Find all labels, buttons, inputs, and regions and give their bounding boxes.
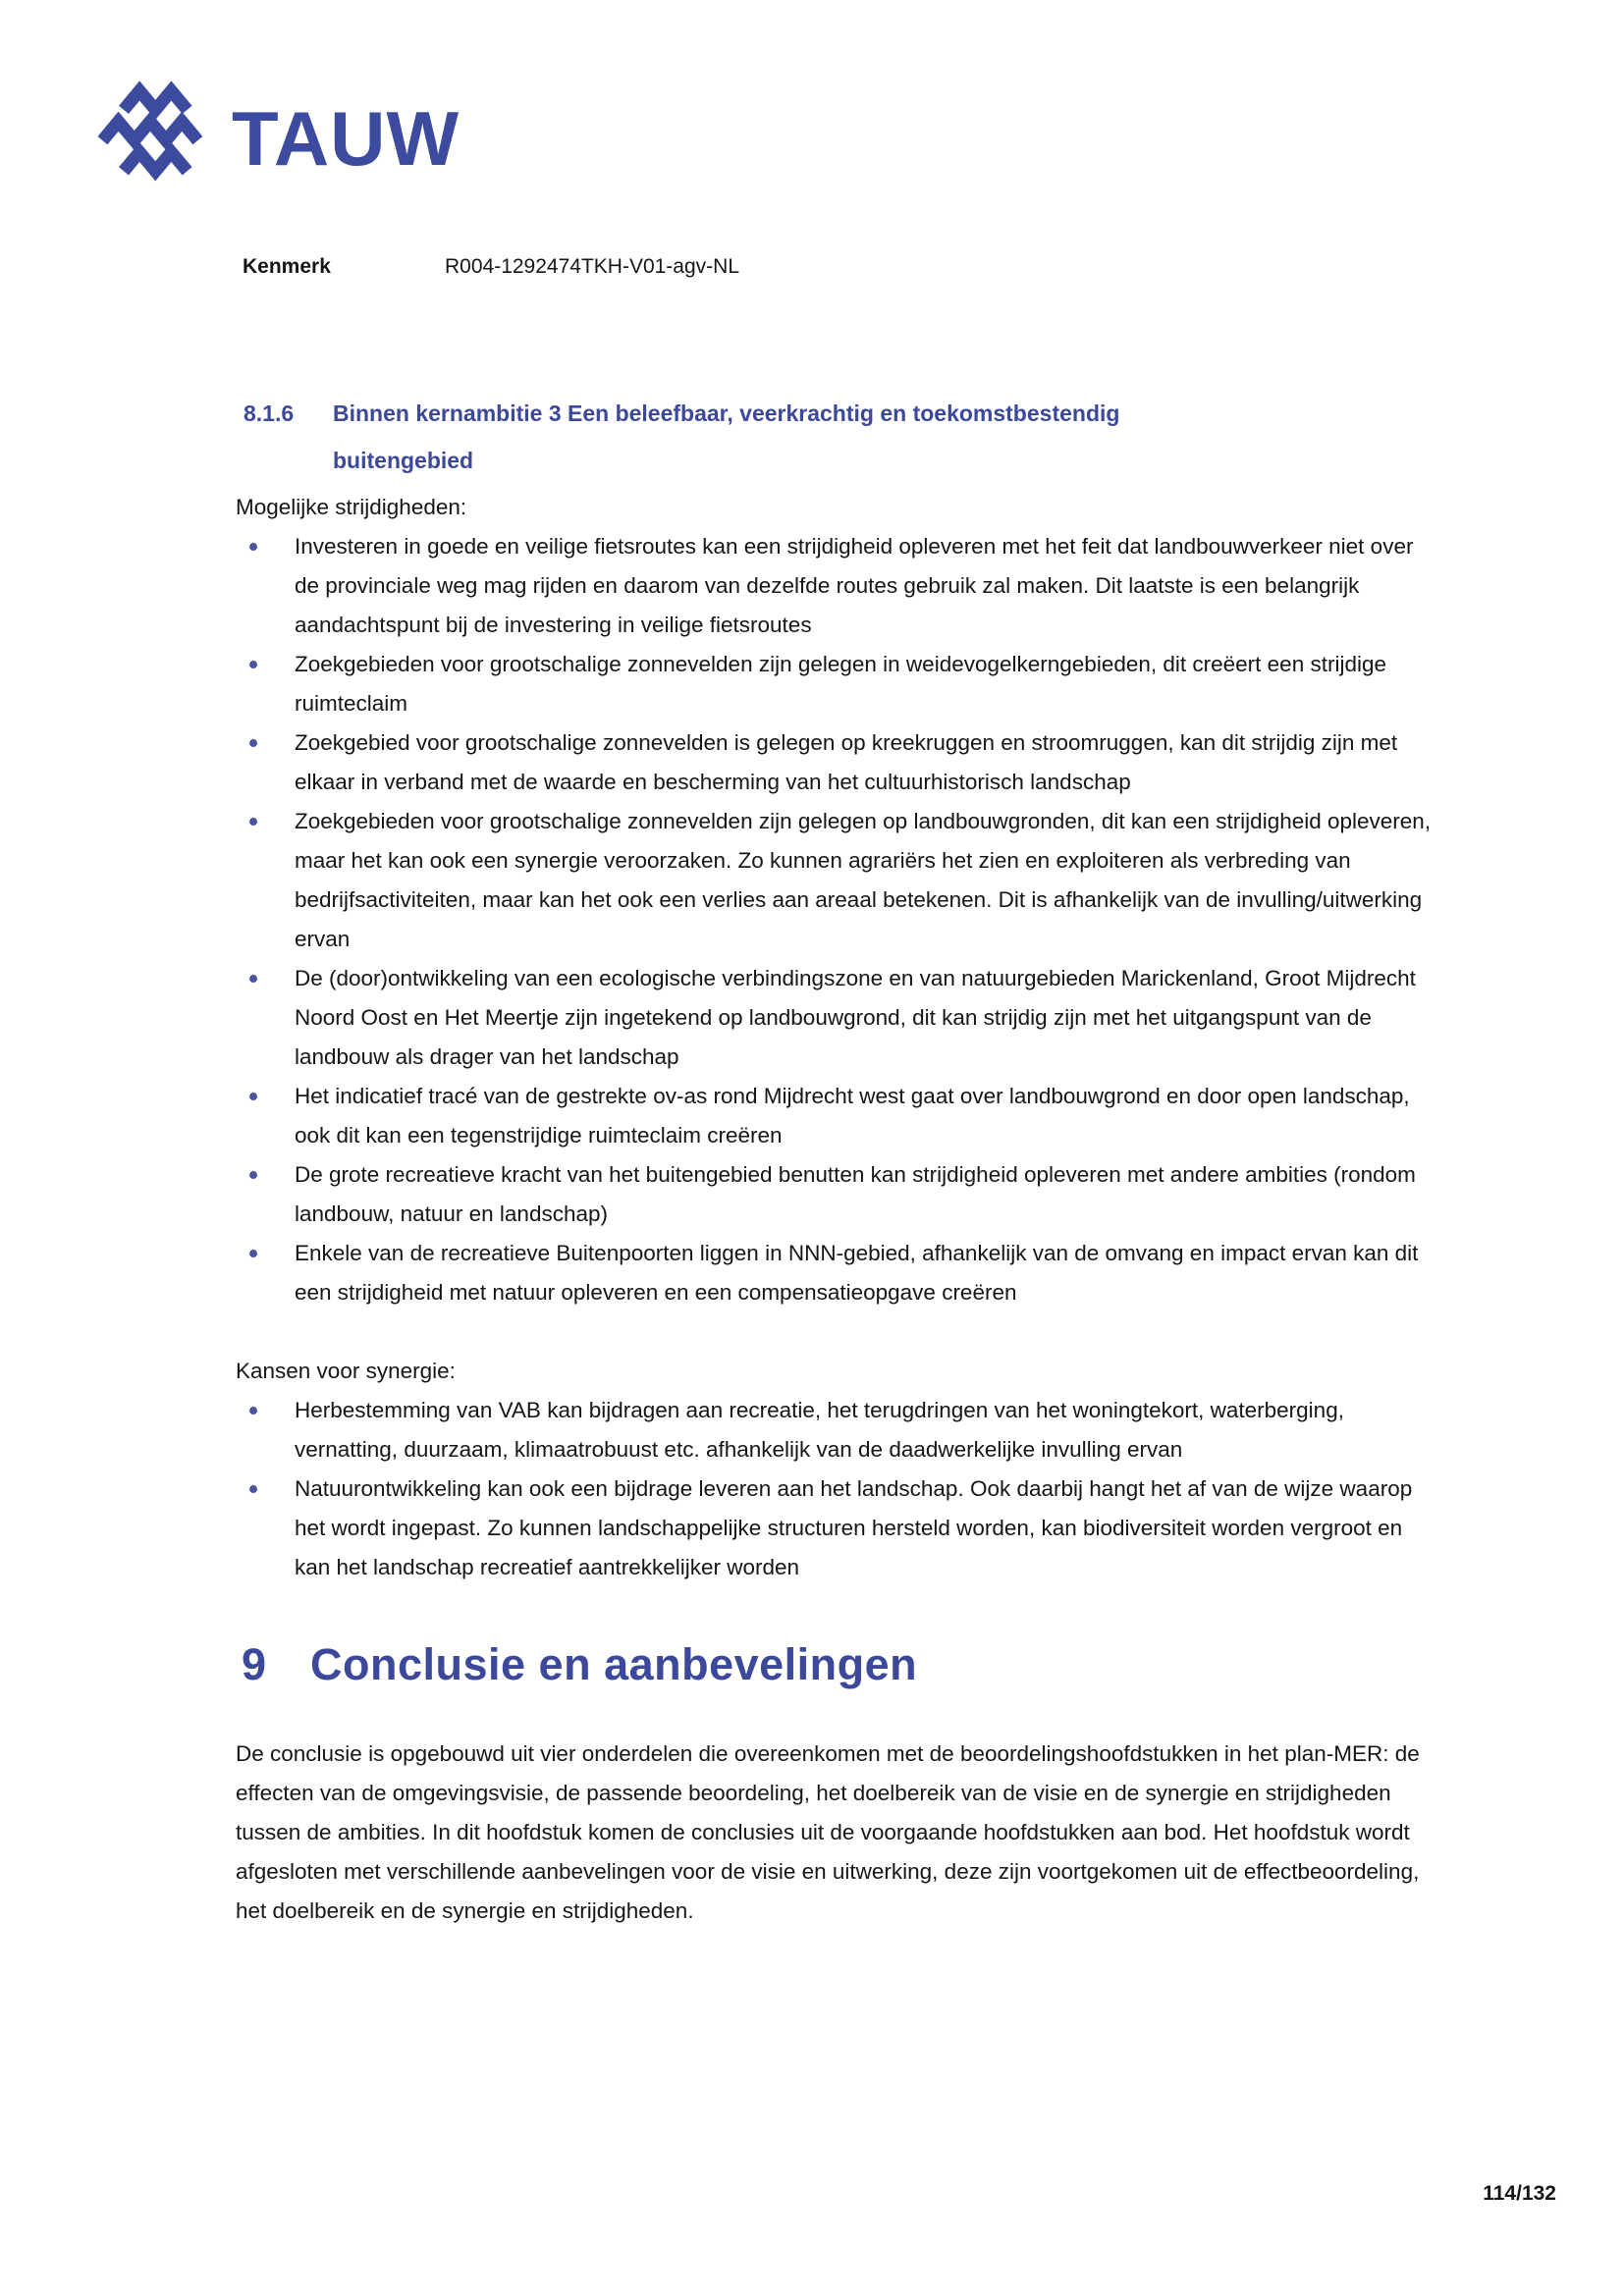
bullet-icon: [249, 1171, 257, 1179]
bullet-icon: [249, 1093, 257, 1100]
section-title: Binnen kernambitie 3 Een beleefbaar, veerkrachtig en toekomstbestendig buitengebied: [333, 400, 1120, 473]
kenmerk-value: R004-1292474TKH-V01-agv-NL: [445, 255, 739, 278]
bullet-icon: [249, 1485, 257, 1493]
bullet-icon: [249, 739, 257, 747]
strijdigheden-list: [236, 527, 1437, 1312]
chapter-heading: [236, 1638, 1437, 1691]
bullet-text: Investeren in goede en veilige fietsroutes kan een strijdigheid opleveren met het feit dat landbouwverkeer niet over de provinciale weg mag rijden en daarom van dezelfde routes gebruik zal maken. Dit laatste is een belangrijk aandachtspunt bij de investering in veilige fietsroutes: [295, 534, 1414, 637]
bullet-text: Herbestemming van VAB kan bijdragen aan recreatie, het terugdringen van het woningtekort, waterberging, vernatting, duurzaam, klimaatrobuust etc. afhankelijk van de daadwerkelijke invulling ervan: [295, 1398, 1344, 1462]
chapter-number: 9: [242, 1639, 267, 1689]
section-heading: [236, 390, 1437, 484]
section-number: 8.1.6: [244, 400, 295, 426]
bullet-text: De (door)ontwikkeling van een ecologische verbindingszone en van natuurgebieden Marickenland, Groot Mijdrecht Noord Oost en Het Meertje zijn ingetekend op landbouwgrond, dit kan strijdig zijn met het uitgangspunt van de landbouw als drager van het landschap: [295, 966, 1416, 1069]
list-item: [236, 1469, 1437, 1587]
list-item: [236, 645, 1437, 723]
bullet-text: Enkele van de recreatieve Buitenpoorten liggen in NNN-gebied, afhankelijk van de omvang en impact ervan kan dit een strijdigheid met natuur opleveren en een compensatieopgave creëren: [295, 1241, 1419, 1305]
main-content: [236, 390, 1437, 1931]
bullet-text: Zoekgebieden voor grootschalige zonnevelden zijn gelegen op landbouwgronden, dit kan een strijdigheid opleveren, maar het kan ook een synergie veroorzaken. Zo kunnen agrariërs het zien en exploiteren als verbreding van bedrijfsactiviteiten, maar kan het ook een verlies aan areaal betekenen. Dit is afhankelijk van de invulling/uitwerking ervan: [295, 809, 1432, 951]
bullet-text: Het indicatief tracé van de gestrekte ov-as rond Mijdrecht west gaat over landbouwgrond en door open landschap, ook dit kan een tegenstrijdige ruimteclaim creëren: [295, 1084, 1410, 1148]
tauw-wave-icon: [90, 71, 212, 181]
conclusion-paragraph: De conclusie is opgebouwd uit vier onderdelen die overeenkomen met de beoordelingshoofdstukken in het plan-MER: de effecten van de omgevingsvisie, de passende beoordeling, het doelbereik van de visie en de synergie en strijdigheden tussen de ambities. In dit hoofdstuk komen de conclusies uit de voorgaande hoofdstukken aan bod. Het hoofdstuk wordt afgesloten met verschillende aanbevelingen voor de visie en uitwerking, deze zijn voortgekomen uit de effectbeoordeling, het doelbereik en de synergie en strijdigheden.: [236, 1741, 1420, 1923]
list-item: [236, 1234, 1437, 1312]
bullet-text: De grote recreatieve kracht van het buitengebied benutten kan strijdigheid opleveren met andere ambities (rondom landbouw, natuur en landschap): [295, 1162, 1416, 1226]
list-item: [236, 959, 1437, 1077]
bullet-icon: [249, 661, 257, 668]
list-item: [236, 1155, 1437, 1234]
kenmerk-row: [243, 253, 739, 281]
bullet-icon: [249, 975, 257, 983]
list-item: [236, 723, 1437, 802]
bullet-icon: [249, 543, 257, 551]
page-number: 114/132: [1483, 2182, 1556, 2205]
bullet-text: Zoekgebied voor grootschalige zonnevelden is gelegen op kreekruggen en stroomruggen, kan dit strijdig zijn met elkaar in verband met de waarde en bescherming van het cultuurhistorisch landschap: [295, 730, 1398, 794]
chapter-title: Conclusie en aanbevelingen: [310, 1639, 918, 1689]
strijdigheden-intro: Mogelijke strijdigheden:: [236, 495, 467, 519]
bullet-text: Zoekgebieden voor grootschalige zonnevelden zijn gelegen in weidevogelkerngebieden, dit creëert een strijdige ruimteclaim: [295, 652, 1386, 716]
tauw-logo-text: TAUW: [232, 95, 460, 182]
list-item: [236, 1391, 1437, 1469]
bullet-icon: [249, 1250, 257, 1257]
bullet-icon: [249, 1407, 257, 1415]
synergie-list: [236, 1391, 1437, 1587]
kenmerk-label: Kenmerk: [243, 255, 331, 278]
bullet-text: Natuurontwikkeling kan ook een bijdrage leveren aan het landschap. Ook daarbij hangt het af van de wijze waarop het wordt ingepast. Zo kunnen landschappelijke structuren hersteld worden, kan biodiversiteit worden vergroot en kan het landschap recreatief aantrekkelijker worden: [295, 1476, 1413, 1579]
list-item: [236, 1077, 1437, 1155]
bullet-icon: [249, 818, 257, 826]
list-item: [236, 527, 1437, 645]
synergie-intro: Kansen voor synergie:: [236, 1359, 456, 1383]
list-item: [236, 802, 1437, 959]
tauw-logo: [90, 71, 460, 181]
